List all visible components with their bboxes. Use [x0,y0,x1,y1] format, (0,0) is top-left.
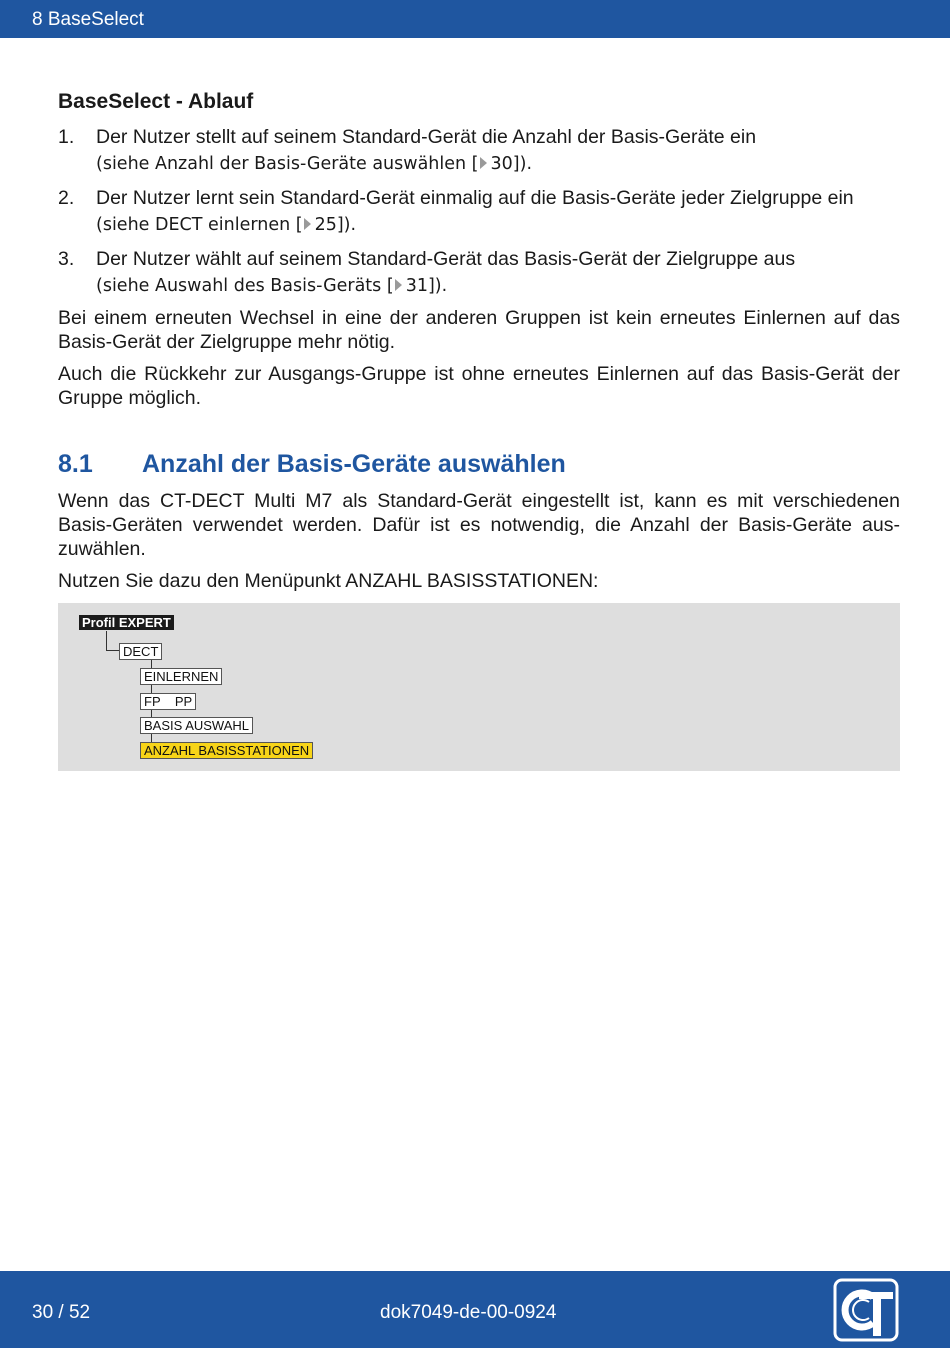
connector-line [106,650,120,651]
step-text: Der Nutzer lernt sein Standard-Gerät einmalig auf die Basis-Geräte jeder Zielgruppe ein [96,187,854,209]
triangle-right-icon [304,218,311,230]
section-paragraph-2: Nutzen Sie dazu den Menüpunkt ANZAHL BASISSTATIONEN: [58,570,599,592]
page-header [0,0,950,38]
step-reference-link[interactable]: (siehe DECT einlernen [ 25]). [96,215,357,235]
ct-logo-icon [833,1278,899,1342]
connector-line [151,734,152,742]
triangle-right-icon [395,279,402,291]
list-item [58,124,900,178]
step-text: Der Nutzer stellt auf seinem Standard-Gerät die Anzahl der Basis-Geräte ein [96,126,757,148]
menu-path-diagram [58,603,900,771]
triangle-right-icon [480,157,487,169]
section-heading [58,450,566,479]
connector-line [151,710,152,717]
ref-page: 25 [314,215,337,235]
ref-page: 31 [405,276,428,296]
connector-line [106,631,107,651]
list-item [58,185,900,239]
ref-page: 30 [490,154,513,174]
page-footer [0,1271,950,1348]
section-paragraph-1: Wenn das CT-DECT Multi M7 als Standard-Gerät eingestellt ist, kann es mit verschiedenen Basis-Geräten verwendet werden. Dafür ist es notwendig, die Anzahl der Basis-Geräte aus-zuwählen. [58,490,900,560]
connector-line [151,660,152,668]
step-reference-link[interactable]: (siehe Auswahl des Basis-Geräts [ 31]). [96,276,448,296]
page-number: 30 / 52 [32,1302,91,1323]
list-item [58,246,900,300]
step-number: 1. [58,126,75,148]
chapter-title: 8 BaseSelect [32,9,144,30]
ablauf-paragraph-1: Bei einem erneuten Wechsel in eine der anderen Gruppen ist kein erneutes Einlernen auf das Basis-Gerät der Zielgruppe mehr nötig. [58,307,900,353]
menu-item-fp-pp: FP PP [140,693,196,710]
section-number: 8.1 [58,450,93,478]
ablauf-steps-list [58,124,900,307]
document-id: dok7049-de-00-0924 [380,1302,557,1323]
menu-item-einlernen: EINLERNEN [140,668,222,685]
menu-item-dect: DECT [119,643,162,660]
step-number: 3. [58,248,75,270]
step-number: 2. [58,187,75,209]
step-reference-link[interactable]: (siehe Anzahl der Basis-Geräte auswählen [ 30]). [96,154,533,174]
step-text: Der Nutzer wählt auf seinem Standard-Gerät das Basis-Gerät der Zielgruppe aus [96,248,796,270]
menu-item-profil-expert: Profil EXPERT [79,615,174,630]
connector-line [151,685,152,693]
section-title: Anzahl der Basis-Geräte auswählen [142,450,566,478]
menu-item-anzahl-basisstationen: ANZAHL BASISSTATIONEN [140,742,313,759]
menu-item-basis-auswahl: BASIS AUSWAHL [140,717,253,734]
ablauf-heading: BaseSelect - Ablauf [58,90,254,113]
ablauf-paragraph-2: Auch die Rückkehr zur Ausgangs-Gruppe ist ohne erneutes Einlernen auf das Basis-Gerät der Gruppe möglich. [58,363,900,409]
